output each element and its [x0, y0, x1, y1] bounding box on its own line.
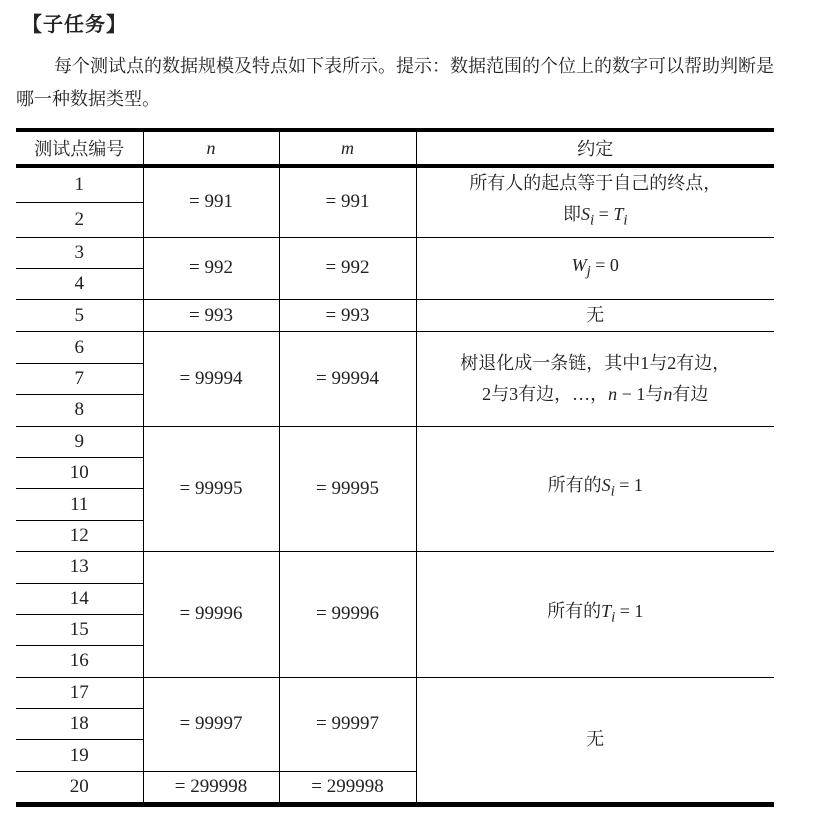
- header-test-id: 测试点编号: [16, 130, 143, 166]
- test-id: 7: [16, 363, 143, 394]
- table-row: [16, 237, 774, 268]
- n-value: = 992: [143, 237, 279, 300]
- test-id: 14: [16, 583, 143, 614]
- test-id: 8: [16, 395, 143, 426]
- m-value: = 99996: [279, 552, 416, 678]
- n-value: = 993: [143, 300, 279, 332]
- test-id: 18: [16, 709, 143, 740]
- n-value: = 991: [143, 166, 279, 237]
- header-constraint: 约定: [416, 130, 774, 166]
- n-value: = 99995: [143, 426, 279, 552]
- constraint-line: 所有人的起点等于自己的终点，: [469, 173, 722, 193]
- n-value: = 99997: [143, 677, 279, 771]
- test-id: 15: [16, 614, 143, 645]
- test-id: 2: [16, 202, 143, 237]
- constraint-cell: 所有的$S_i = 1$: [416, 426, 774, 552]
- n-value: = 99996: [143, 552, 279, 678]
- test-id: 20: [16, 771, 143, 804]
- test-id: 9: [16, 426, 143, 457]
- intro-text: 每个测试点的数据规模及特点如下表所示。提示：数据范围的个位上的数字可以帮助判断是哪一种数据类型。: [16, 56, 774, 110]
- table-row: [16, 166, 774, 202]
- test-data-table: [16, 128, 774, 807]
- m-value: = 299998: [279, 771, 416, 804]
- constraint-cell: [416, 332, 774, 426]
- table-row: [16, 332, 774, 363]
- test-id: 5: [16, 300, 143, 332]
- constraint-cell: 无: [416, 300, 774, 332]
- constraint-cell: [416, 166, 774, 237]
- m-value: = 991: [279, 166, 416, 237]
- test-id: 1: [16, 166, 143, 202]
- test-id: 4: [16, 268, 143, 299]
- intro-paragraph: [16, 50, 786, 116]
- test-id: 13: [16, 552, 143, 583]
- test-id: 10: [16, 457, 143, 488]
- n-value: = 99994: [143, 332, 279, 426]
- header-n: n: [143, 130, 279, 166]
- constraint-line: 树退化成一条链，其中1与2有边，: [460, 352, 731, 373]
- table-row: [16, 426, 774, 457]
- m-value: = 99997: [279, 677, 416, 771]
- m-value: = 99994: [279, 332, 416, 426]
- constraint-cell: 所有的$T_i = 1$: [416, 552, 774, 678]
- table-row: [16, 300, 774, 332]
- constraint-cell: $W_j = 0$: [416, 237, 774, 300]
- test-id: 19: [16, 740, 143, 771]
- m-value: = 99995: [279, 426, 416, 552]
- n-value: = 299998: [143, 771, 279, 804]
- m-value: = 992: [279, 237, 416, 300]
- test-id: 16: [16, 646, 143, 677]
- constraint-line: 2与3有边，…，n − 1与n有边: [482, 383, 709, 404]
- table-row: [16, 677, 774, 708]
- header-m: m: [279, 130, 416, 166]
- table-row: [16, 552, 774, 583]
- constraint-formula: 即$S_i = T_i$: [562, 204, 628, 229]
- test-id: 3: [16, 237, 143, 268]
- section-heading: 【子任务】: [22, 12, 127, 36]
- test-id: 6: [16, 332, 143, 363]
- test-id: 17: [16, 677, 143, 708]
- constraint-cell: 无: [416, 677, 774, 805]
- m-value: = 993: [279, 300, 416, 332]
- test-id: 12: [16, 520, 143, 551]
- table-header-row: [16, 130, 774, 166]
- test-id: 11: [16, 489, 143, 520]
